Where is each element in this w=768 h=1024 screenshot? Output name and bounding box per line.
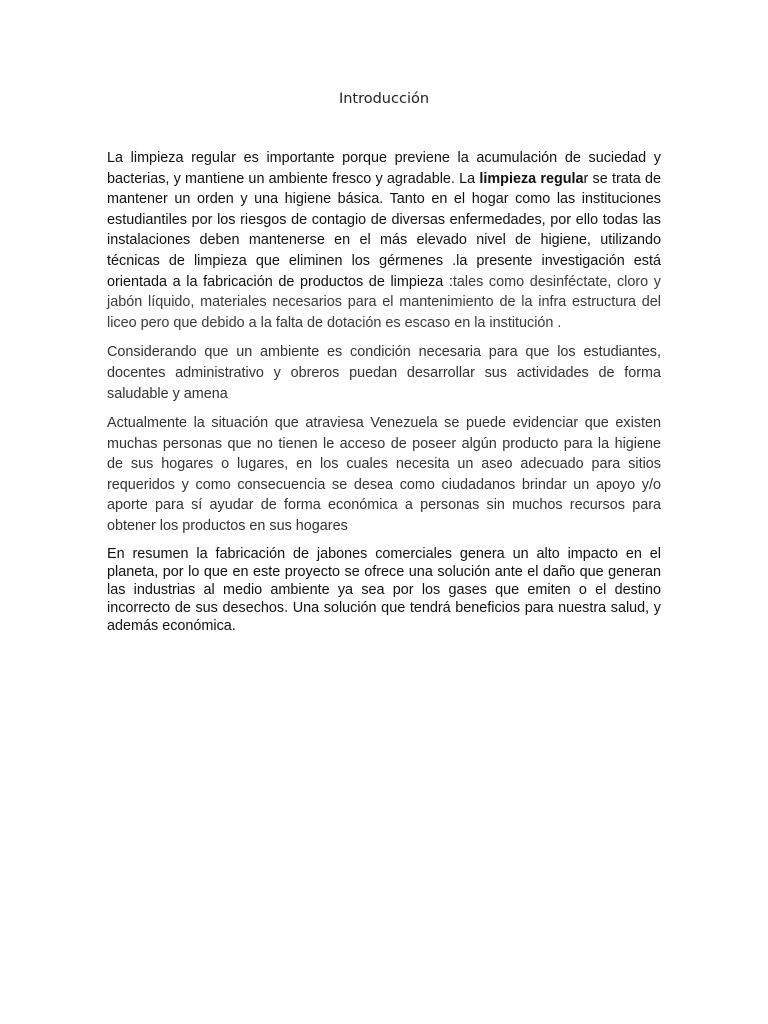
paragraph-2: Considerando que un ambiente es condición necesaria para que los estudiantes, docentes administrativo y obreros puedan desarrollar sus actividades de forma saludable y amena — [107, 344, 661, 402]
paragraph-3: Actualmente la situación que atraviesa Venezuela se puede evidenciar que existen muchas personas que no tienen le acceso de poseer algún producto para la higiene de sus hogares o lugares, en los cuales necesita un aseo adecuado para sitios requeridos y como consecuencia se desea como ciudadanos brindar un apoyo y/o aporte para sí ayudar de forma económica a personas sin muchos recursos para obtener los productos en sus hogares — [107, 415, 661, 534]
document-body — [107, 148, 661, 635]
paragraph-1-text-b: r se trata de mantener un orden y una higiene básica. Tanto en el hogar como las instituciones estudiantiles por los riesgos de contagio de diversas enfermedades, por ello todas las instalaciones deben mantenerse en el más elevado nivel de higiene, utilizando técnicas de limpieza que eliminen los gérmenes .la presente investigación está orientada a la fabricación de productos de limpieza : — [107, 170, 661, 290]
paragraph-1 — [107, 148, 661, 333]
paragraph-1-text-c: tales como desinféctate, cloro y jabón líquido, materiales necesarios para el mantenimiento de la infra estructura del liceo pero que debido a la falta de dotación es escaso en la institución . — [107, 273, 661, 331]
paragraph-1-bold-term: limpieza regula — [479, 170, 584, 187]
paragraph-1-text-a: La limpieza regular es importante porque previene la acumulación de suciedad y bacterias, y mantiene un ambiente fresco y agradable. La — [107, 150, 661, 187]
document-title: Introducción — [338, 91, 430, 107]
paragraph-4: En resumen la fabricación de jabones comerciales genera un alto impacto en el planeta, por lo que en este proyecto se ofrece una solución ante el daño que generan las industrias al medio ambiente ya sea por los gases que emiten o el destino incorrecto de sus desechos. Una solución que tendrá beneficios para nuestra salud, y además económica. — [107, 546, 661, 635]
